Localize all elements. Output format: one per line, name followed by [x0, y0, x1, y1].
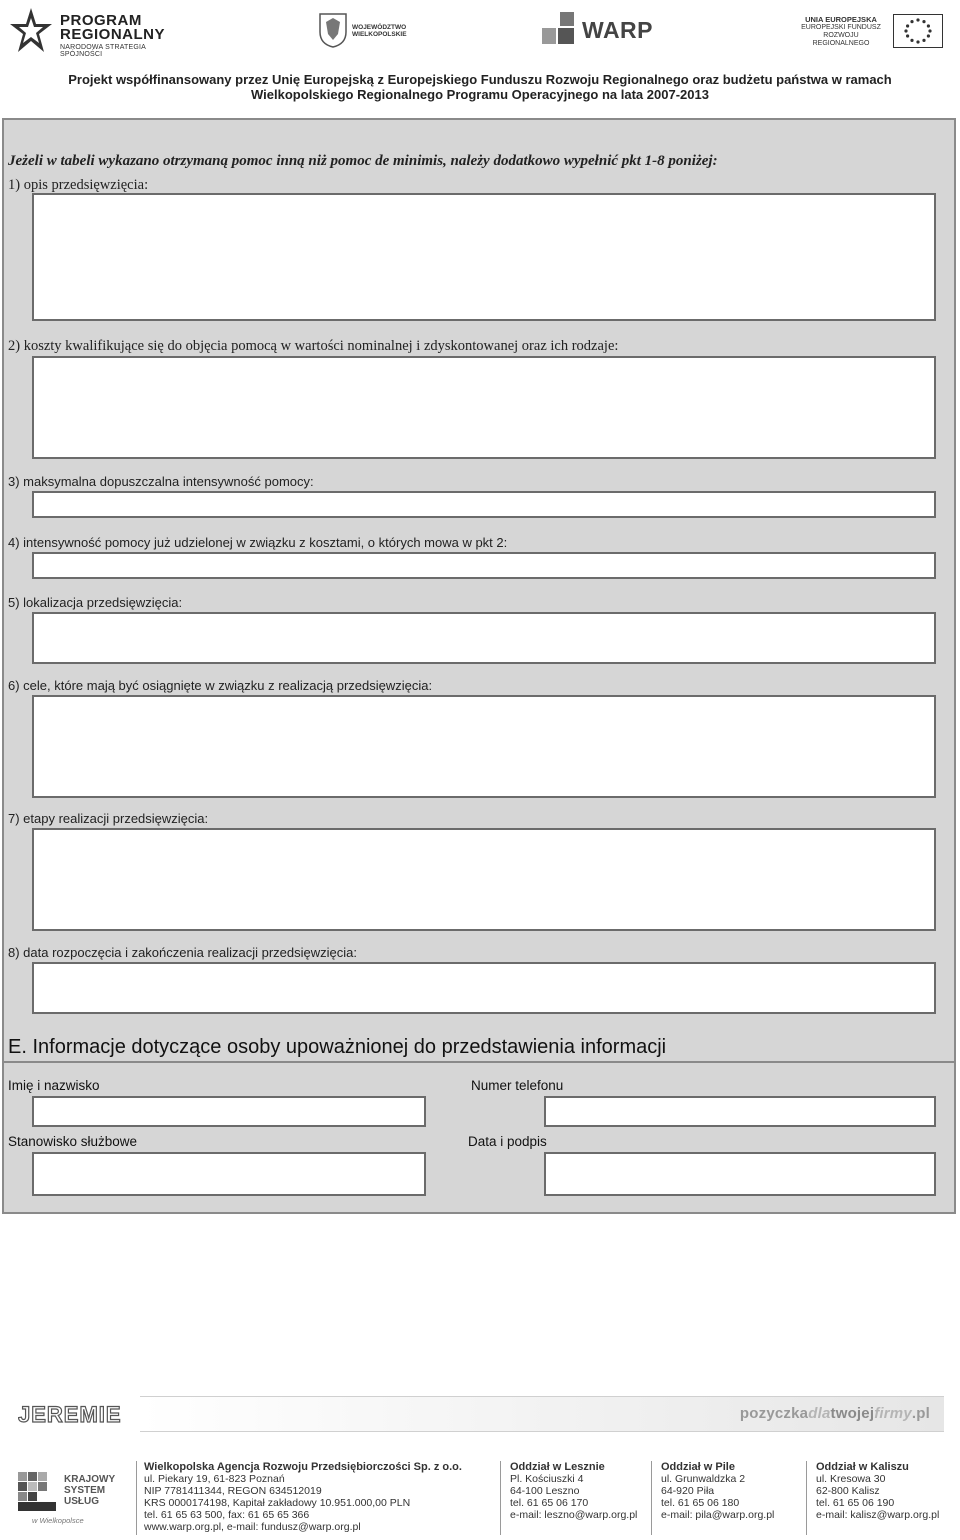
branch-pila-address: ul. Grunwaldzka 2: [661, 1473, 746, 1485]
ksu-line3: USŁUG: [64, 1496, 99, 1507]
warp-logo: [538, 12, 668, 50]
section-e-title: E. Informacje dotyczące osoby upoważnionej do przedstawienia informacji: [8, 1036, 667, 1058]
warp-blocks-icon: [538, 12, 578, 46]
branch-pila-city: 64-920 Piła: [661, 1485, 715, 1497]
item-4-field[interactable]: [32, 552, 936, 579]
name-field[interactable]: [32, 1096, 426, 1127]
position-field[interactable]: [32, 1152, 426, 1196]
item-2-field[interactable]: [32, 356, 936, 459]
item-7-label: 7) etapy realizacji przedsięwzięcia:: [8, 811, 209, 826]
branch-kalisz-city: 62-800 Kalisz: [816, 1485, 880, 1497]
ksu-logo: [18, 1472, 130, 1534]
hq-krs: KRS 0000174198, Kapitał zakładowy 10.951.000,00 PLN: [144, 1497, 411, 1509]
item-8-label: 8) data rozpoczęcia i zakończenia realizacji przedsięwzięcia:: [8, 945, 358, 960]
hq-web: www.warp.org.pl, e-mail: fundusz@warp.org.pl: [144, 1521, 361, 1533]
branch-kalisz-phone: tel. 61 65 06 190: [816, 1497, 895, 1509]
header-logos: [0, 0, 960, 62]
item-5-field[interactable]: [32, 612, 936, 664]
branch-pila-email: e-mail: pila@warp.org.pl: [661, 1509, 775, 1521]
item-3-label: 3) maksymalna dopuszczalna intensywność pomocy:: [8, 474, 314, 489]
banner-part1: pozyczka: [739, 1405, 809, 1422]
phone-field[interactable]: [544, 1096, 936, 1127]
footer-divider-3: [651, 1461, 652, 1535]
star-icon: [8, 6, 54, 56]
ksu-grid-icon: [18, 1472, 58, 1512]
program-sub: NARODOWA STRATEGIA SPÓJNOŚCI: [60, 44, 146, 58]
cofinancing-line1: Projekt współfinansowany przez Unię Europejską z Europejskiego Funduszu Rozwoju Regionalnego oraz budżetu państwa w ramach: [68, 72, 892, 87]
banner-text: [740, 1405, 930, 1422]
form-panel: [2, 118, 956, 1214]
banner-part2: dla: [808, 1405, 831, 1422]
hq-contact: [144, 1461, 462, 1533]
ue-logo: [796, 14, 948, 50]
item-8-field[interactable]: [32, 962, 936, 1014]
branch-leszno-name: Oddział w Lesznie: [510, 1461, 605, 1473]
cofinancing-notice: [0, 72, 960, 102]
ue-line2: EUROPEJSKI FUNDUSZ: [801, 24, 881, 31]
branch-kalisz-name: Oddział w Kaliszu: [816, 1461, 909, 1473]
branch-leszno-address: Pl. Kościuszki 4: [510, 1473, 584, 1485]
branch-pila-phone: tel. 61 65 06 180: [661, 1497, 740, 1509]
pozyczka-banner: [140, 1396, 944, 1432]
hq-name: Wielkopolska Agencja Rozwoju Przedsiębiorczości Sp. z o.o.: [144, 1461, 462, 1473]
banner-part4: firmy: [874, 1405, 912, 1422]
phone-label: Numer telefonu: [471, 1078, 564, 1093]
section-e-divider: [4, 1061, 954, 1063]
item-7-field[interactable]: [32, 828, 936, 931]
item-6-field[interactable]: [32, 695, 936, 798]
jeremie-text: JEREMIE: [18, 1402, 122, 1427]
eagle-crest-icon: [318, 12, 348, 48]
ksu-sub: w Wielkopolsce: [32, 1516, 84, 1525]
ue-line3: ROZWOJU REGIONALNEGO: [812, 32, 870, 47]
branch-leszno-email: e-mail: leszno@warp.org.pl: [510, 1509, 638, 1521]
branch-leszno: [510, 1461, 637, 1521]
branch-leszno-phone: tel. 61 65 06 170: [510, 1497, 589, 1509]
ww-line2: WIELKOPOLSKIE: [352, 31, 407, 38]
program-line2: REGIONALNY: [60, 26, 166, 43]
name-label: Imię i nazwisko: [8, 1078, 100, 1093]
branch-pila: [661, 1461, 774, 1521]
warp-text: WARP: [582, 17, 653, 43]
jeremie-logo: [18, 1400, 128, 1430]
intro-text: Jeżeli w tabeli wykazano otrzymaną pomoc inną niż pomoc de minimis, należy dodatkowo wypełnić pkt 1-8 poniżej:: [8, 153, 718, 169]
item-5-label: 5) lokalizacja przedsięwzięcia:: [8, 595, 183, 610]
item-1-label: 1) opis przedsięwzięcia:: [8, 177, 149, 193]
branch-pila-name: Oddział w Pile: [661, 1461, 735, 1473]
banner-part5: .pl: [911, 1405, 930, 1422]
hq-address: ul. Piekary 19, 61-823 Poznań: [144, 1473, 285, 1485]
cofinancing-line2: Wielkopolskiego Regionalnego Programu Operacyjnego na lata 2007-2013: [251, 87, 709, 102]
item-3-field[interactable]: [32, 491, 936, 518]
program-regionalny-logo: [8, 6, 188, 56]
hq-phone: tel. 61 65 63 500, fax: 61 65 65 366: [144, 1509, 310, 1521]
footer-divider-1: [136, 1461, 137, 1535]
footer-divider-4: [806, 1461, 807, 1535]
footer-divider-2: [500, 1461, 501, 1535]
ksu-line1: KRAJOWY: [64, 1474, 116, 1485]
branch-kalisz-address: ul. Kresowa 30: [816, 1473, 886, 1485]
hq-ids: NIP 7781411344, REGON 634512019: [144, 1485, 322, 1497]
item-1-field[interactable]: [32, 193, 936, 321]
item-4-label: 4) intensywność pomocy już udzielonej w związku z kosztami, o których mowa w pkt 2:: [8, 535, 508, 550]
date-signature-label: Data i podpis: [468, 1134, 547, 1149]
item-2-label: 2) koszty kwalifikujące się do objęcia pomocą w wartości nominalnej i zdyskontowanej oraz ich rodzaje:: [8, 338, 619, 354]
ww-line1: WOJEWÓDZTWO: [352, 24, 407, 31]
branch-kalisz: [816, 1461, 939, 1521]
date-signature-field[interactable]: [544, 1152, 936, 1196]
branch-kalisz-email: e-mail: kalisz@warp.org.pl: [816, 1509, 940, 1521]
position-label: Stanowisko służbowe: [8, 1134, 138, 1149]
wielkopolskie-logo: [318, 12, 418, 52]
ksu-line2: SYSTEM: [64, 1485, 106, 1496]
branch-leszno-city: 64-100 Leszno: [510, 1485, 580, 1497]
ue-line1: UNIA EUROPEJSKA: [805, 15, 877, 24]
banner-part3: twojej: [830, 1405, 875, 1422]
eu-flag-icon: [893, 14, 943, 48]
item-6-label: 6) cele, które mają być osiągnięte w związku z realizacją przedsięwzięcia:: [8, 678, 433, 693]
program-line1: PROGRAM: [60, 12, 142, 29]
